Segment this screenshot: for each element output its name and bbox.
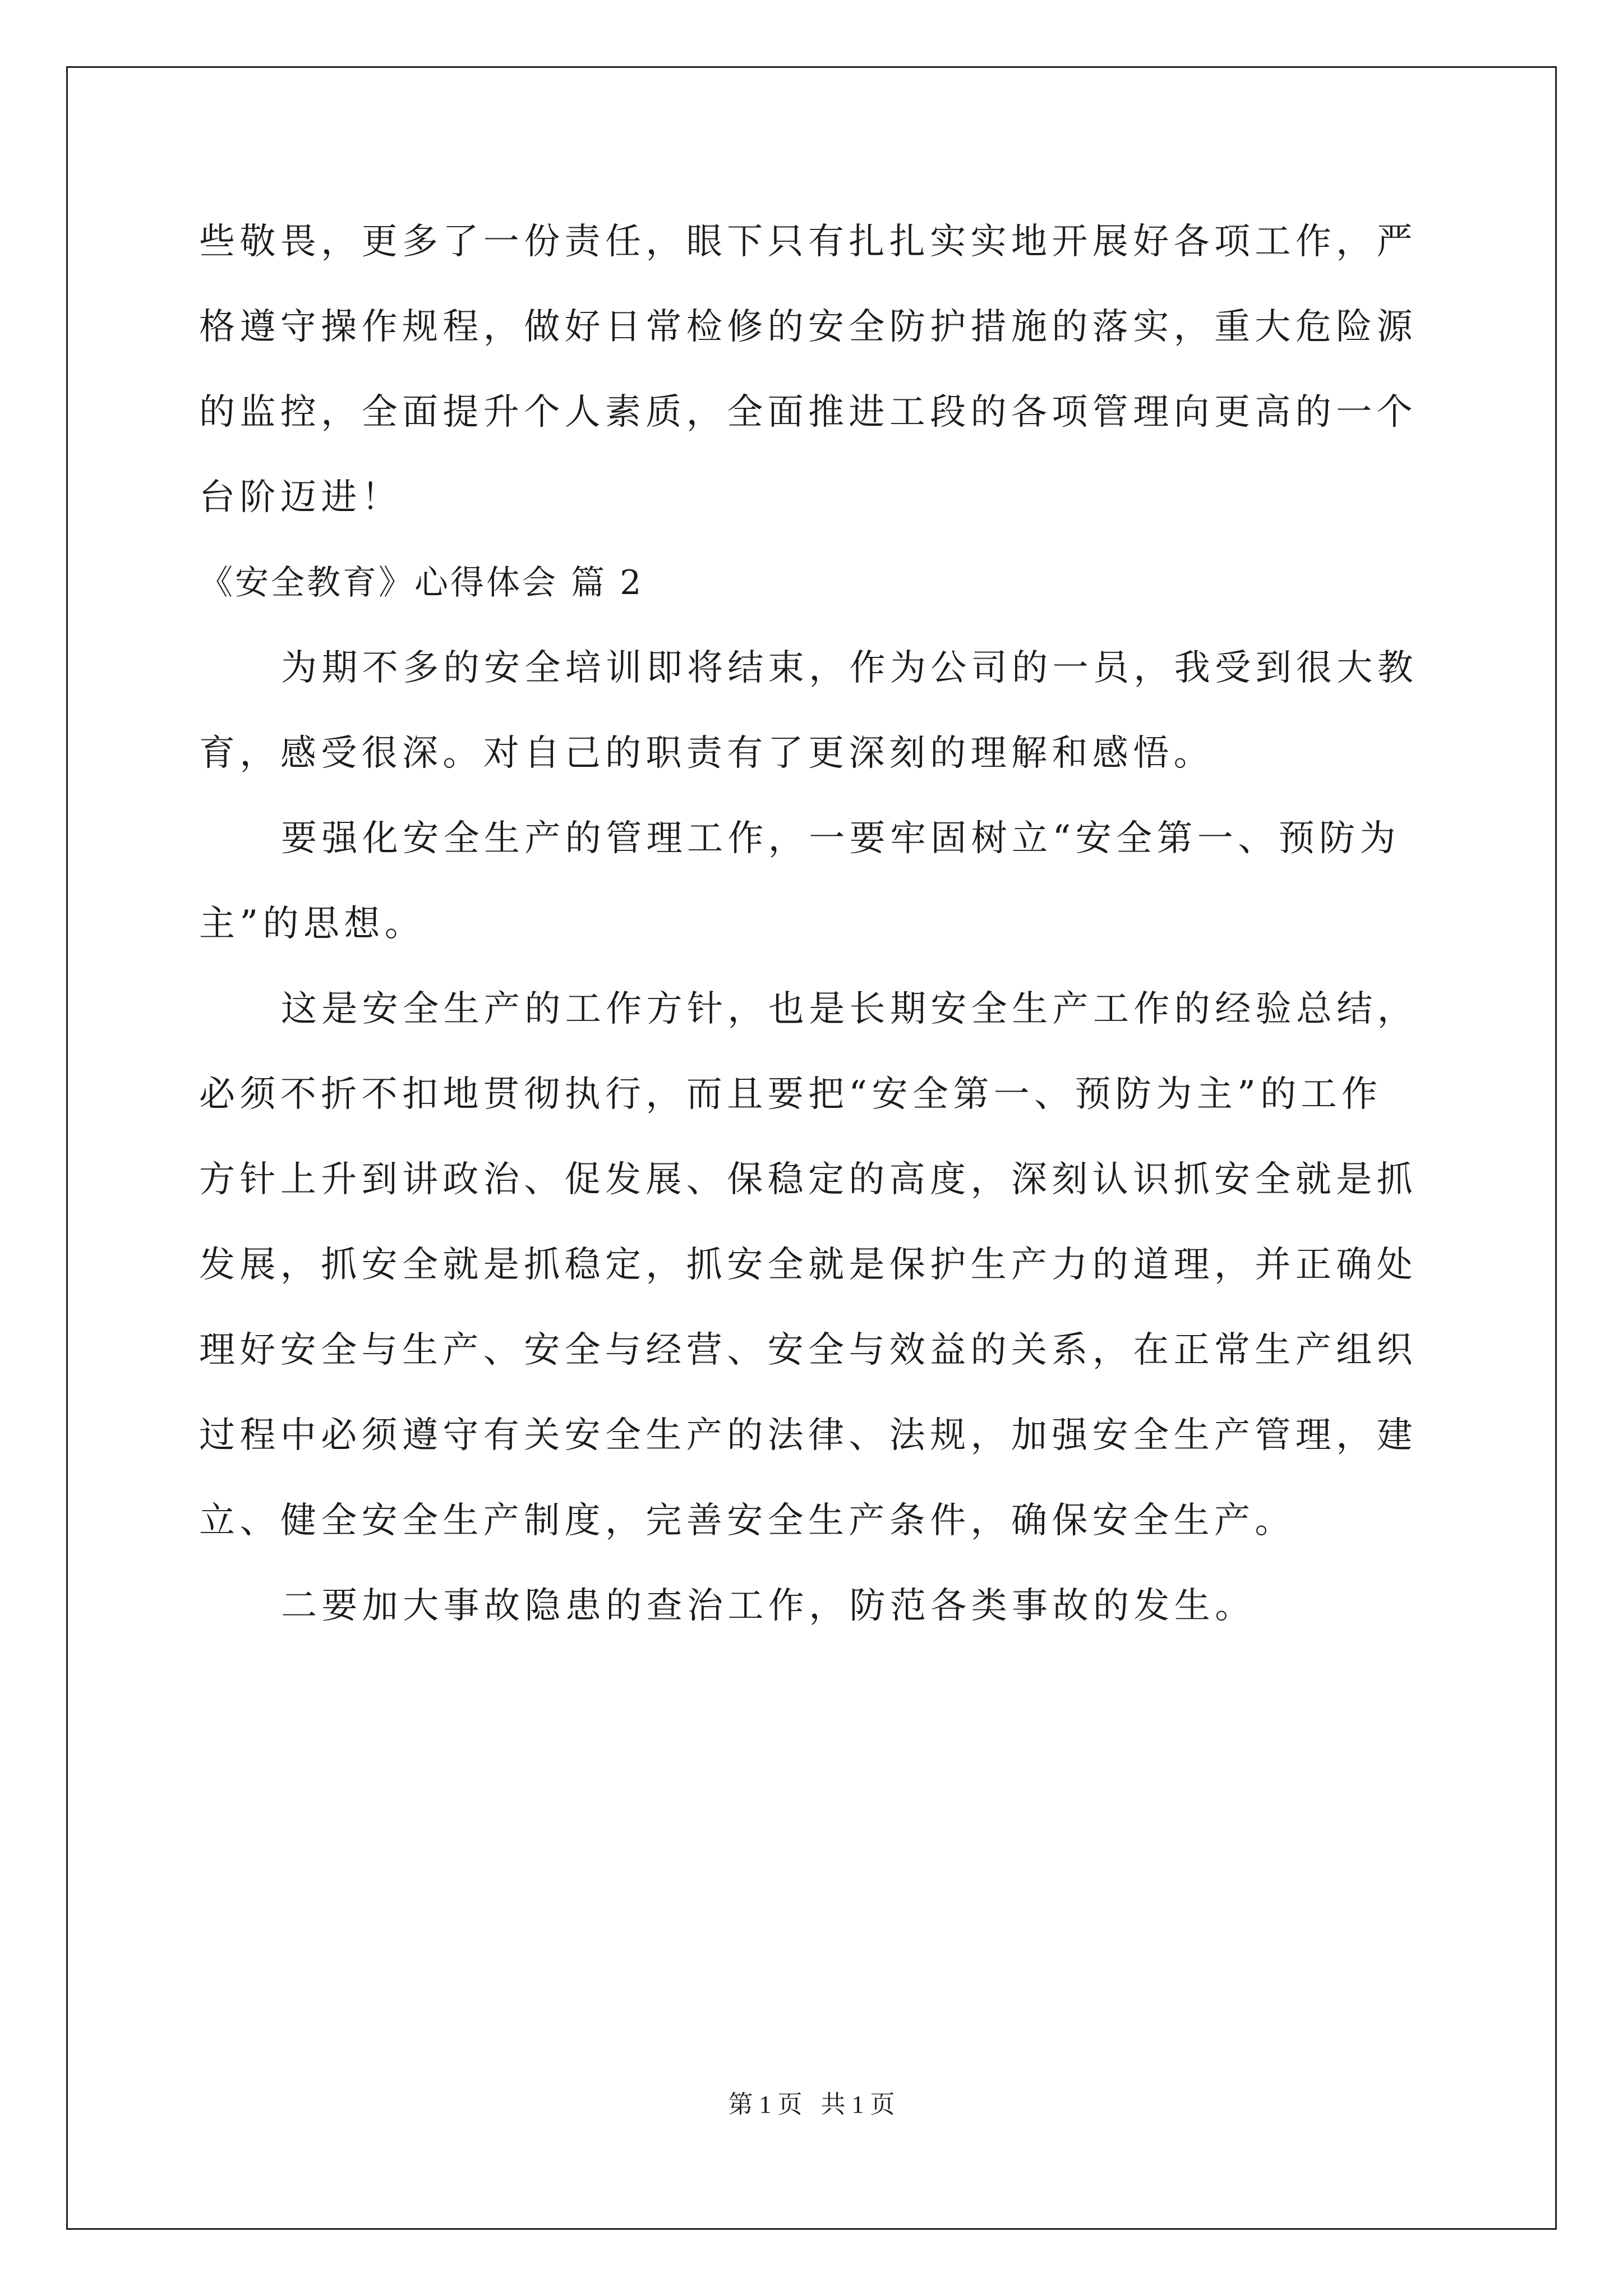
paragraph-line: 过程中必须遵守有关安全生产的法律、法规，加强安全生产管理，建 bbox=[199, 1415, 1417, 1456]
document-body bbox=[199, 199, 1427, 1649]
paragraph-line: 方针上升到讲政治、促发展、保稳定的高度，深刻认识抓安全就是抓 bbox=[199, 1159, 1417, 1200]
section-heading: 《安全教育》心得体会 篇 2 bbox=[199, 563, 644, 602]
paragraph-line: 育，感受很深。对自己的职责有了更深刻的理解和感悟。 bbox=[199, 733, 1214, 774]
paragraph-line: 要强化安全生产的管理工作，一要牢固树立“安全第一、预防为 bbox=[281, 818, 1400, 859]
paragraph-line: 台阶迈进！ bbox=[199, 477, 402, 518]
footer-gap bbox=[803, 2091, 821, 2118]
paragraph-line: 必须不折不扣地贯彻执行，而且要把“安全第一、预防为主”的工作 bbox=[199, 1074, 1382, 1115]
paragraph-line: 这是安全生产的工作方针，也是长期安全生产工作的经验总结， bbox=[281, 988, 1418, 1030]
paragraph-line: 些敬畏，更多了一份责任，眼下只有扎扎实实地开展好各项工作，严 bbox=[199, 221, 1417, 263]
paragraph-line: 为期不多的安全培训即将结束，作为公司的一员，我受到很大教 bbox=[281, 647, 1418, 689]
paragraph-line: 格遵守操作规程，做好日常检修的安全防护措施的落实，重大危险源 bbox=[199, 306, 1417, 348]
page-number: 第 1 页 bbox=[728, 2091, 803, 2118]
paragraph-line: 主”的思想。 bbox=[199, 903, 426, 945]
page-total: 共 1 页 bbox=[820, 2091, 895, 2118]
page-footer bbox=[0, 2088, 1623, 2122]
paragraph-line: 立、健全安全生产制度，完善安全生产条件，确保安全生产。 bbox=[199, 1500, 1295, 1542]
paragraph-line: 理好安全与生产、安全与经营、安全与效益的关系，在正常生产组织 bbox=[199, 1329, 1417, 1371]
paragraph-line: 二要加大事故隐患的查治工作，防范各类事故的发生。 bbox=[281, 1585, 1256, 1627]
paragraph-line: 的监控，全面提升个人素质，全面推进工段的各项管理向更高的一个 bbox=[199, 392, 1417, 433]
paragraph-line: 发展，抓安全就是抓稳定，抓安全就是保护生产力的道理，并正确处 bbox=[199, 1244, 1417, 1286]
